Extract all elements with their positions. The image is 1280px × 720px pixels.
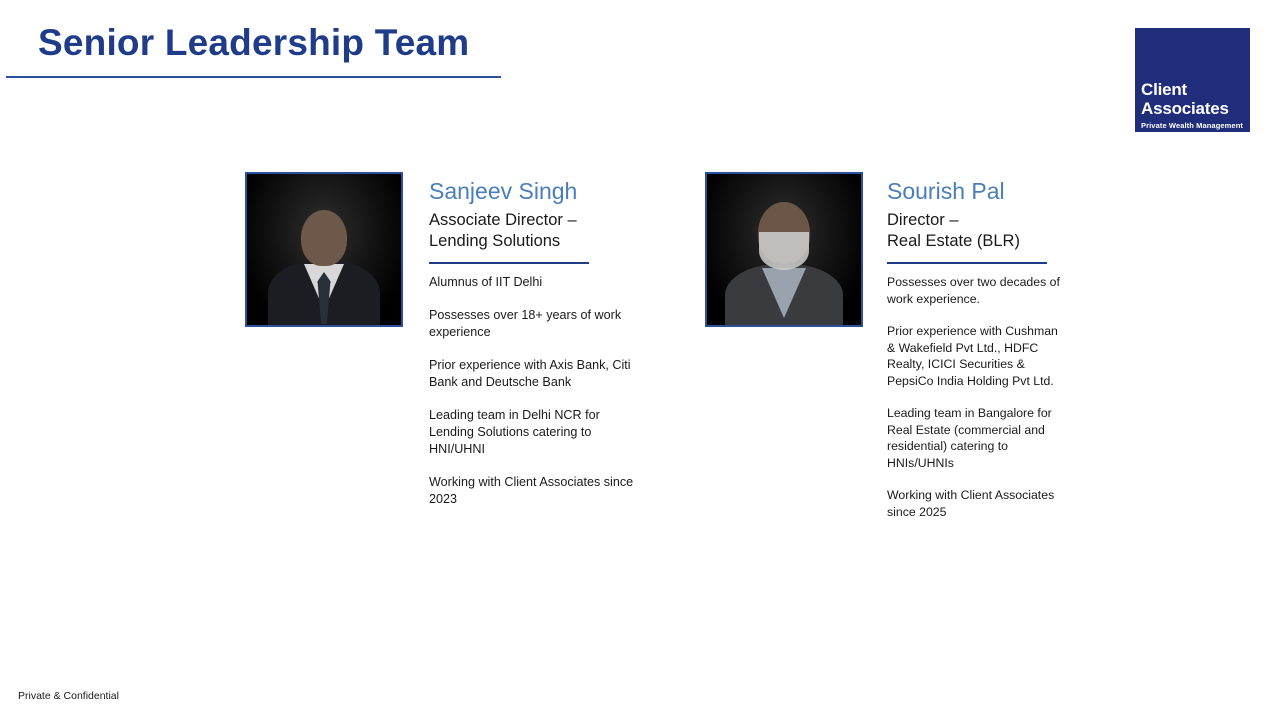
list-item: Possesses over two decades of work experience.	[887, 275, 1060, 306]
leader-name: Sanjeev Singh	[429, 178, 578, 204]
leader-bullet-list	[887, 274, 1067, 520]
list-item: Working with Client Associates since 2025	[887, 488, 1055, 519]
footer-confidentiality: Private & Confidential	[18, 690, 119, 702]
leader-info	[887, 178, 1067, 536]
portrait-head	[301, 210, 347, 266]
leader-divider	[887, 262, 1047, 264]
list-item: Working with Client Associates since 2023	[429, 475, 634, 506]
portrait-photo	[705, 172, 863, 327]
list-item: Alumnus of IIT Delhi	[429, 275, 543, 289]
list-item: Prior experience with Axis Bank, Citi Bank and Deutsche Bank	[429, 358, 631, 389]
leader-name: Sourish Pal	[887, 178, 1005, 204]
company-logo	[1135, 28, 1250, 132]
page-title: Senior Leadership Team	[38, 22, 470, 63]
logo-line-1: Client	[1141, 80, 1188, 99]
leader-divider	[429, 262, 589, 264]
leader-role-line-2: Lending Solutions	[429, 232, 561, 250]
title-divider	[6, 76, 501, 78]
logo-tagline: Private Wealth Management	[1141, 121, 1243, 130]
leader-role-line-1: Associate Director –	[429, 211, 577, 229]
list-item: Leading team in Delhi NCR for Lending Solutions catering to HNI/UHNI	[429, 408, 600, 456]
portrait-beard	[759, 232, 809, 270]
portrait-photo	[245, 172, 403, 327]
list-item: Possesses over 18+ years of work experience	[429, 308, 622, 339]
logo-line-2: Associates	[1141, 99, 1229, 118]
list-item: Prior experience with Cushman & Wakefield Pvt Ltd., HDFC Realty, ICICI Securities & PepsiCo India Holding Pvt Ltd.	[887, 324, 1058, 388]
leader-role-line-2: Real Estate (BLR)	[887, 232, 1020, 250]
leader-bullet-list	[429, 274, 644, 508]
leader-role-line-1: Director –	[887, 211, 959, 229]
leader-info	[429, 178, 644, 524]
list-item: Leading team in Bangalore for Real Estate (commercial and residential) catering to HNIs/UHNIs	[887, 406, 1052, 470]
